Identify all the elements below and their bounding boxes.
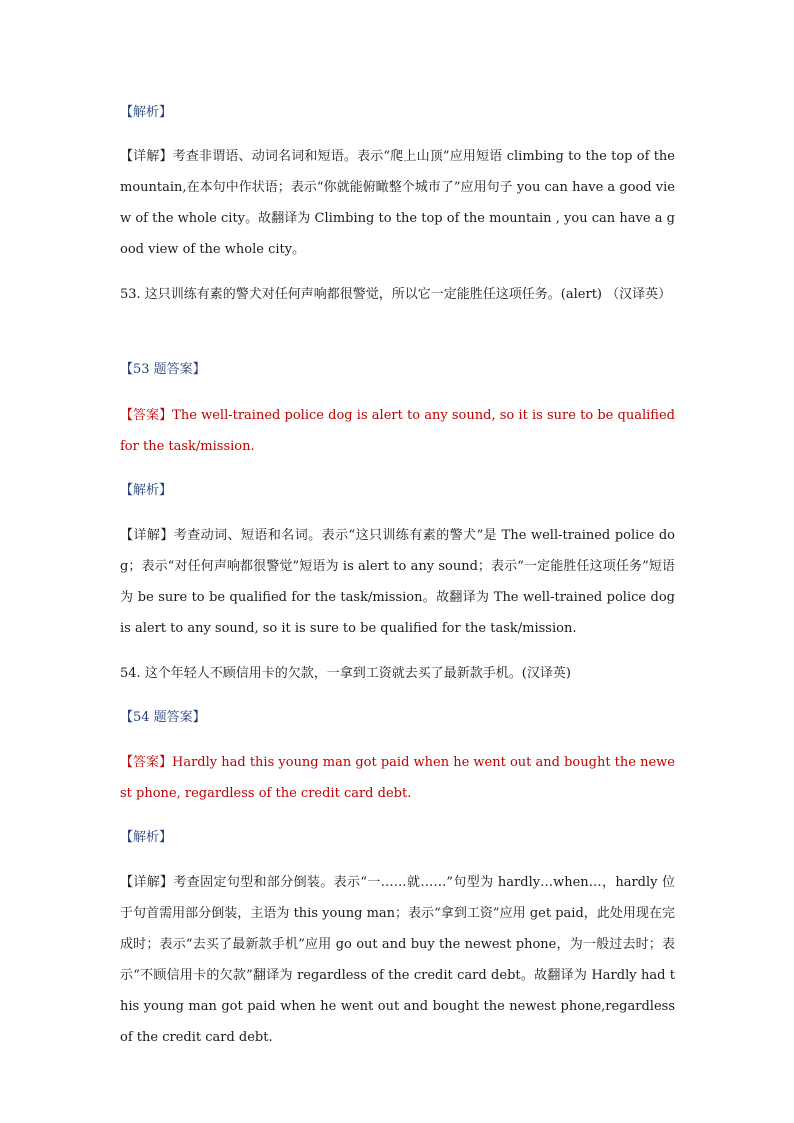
answer-54-heading: 【54 题答案】 — [120, 710, 206, 725]
answer-54-text: 【答案】Hardly had this young man got paid when he went out and bought the newest phone, regardless of the credit card debt. — [120, 755, 675, 801]
detail-52-paragraph: 【详解】考查非谓语、动词名词和短语。表示“爬上山顶”应用短语 climbing to the top of the mountain,在本句中作状语；表示“你就能俯瞰整个城市了”应用句子 you can have a good view of the whole city。故翻译为 Climbing to the top of the mountain , you can have a good view of the whole city。 — [120, 149, 675, 257]
answer-53-heading: 【53 题答案】 — [120, 362, 206, 377]
answer-53-text: 【答案】The well-trained police dog is alert to any sound, so it is sure to be qualified for the task/mission. — [120, 408, 675, 454]
analysis-heading: 【解析】 — [120, 830, 173, 845]
detail-54-paragraph: 【详解】考查固定句型和部分倒装。表示“一……就……”句型为 hardly…when…，hardly 位于句首需用部分倒装，主语为 this young man；表示“拿到工资”应用 get paid，此处用现在完成时；表示“去买了最新款手机”应用 go out and buy the newest phone，为一般过去时；表示“不顾信用卡的欠款”翻译为 regardless of the credit card debt。故翻译为 Hardly had this young man got paid when he went out and bought the newest phone,regardless of the credit card debt. — [120, 875, 675, 1045]
analysis-heading: 【解析】 — [120, 105, 173, 120]
detail-53-paragraph: 【详解】考查动词、短语和名词。表示“这只训练有素的警犬”是 The well-trained police dog；表示“对任何声响都很警觉”短语为 is alert to any sound；表示“一定能胜任这项任务”短语为 be sure to be qualified for the task/mission。故翻译为 The well-trained police dog is alert to any sound, so it is sure to be qualified for the task/mission. — [120, 528, 675, 636]
analysis-heading: 【解析】 — [120, 483, 173, 498]
question-54: 54. 这个年轻人不顾信用卡的欠款，一拿到工资就去买了最新款手机。(汉译英) — [120, 666, 571, 681]
question-53: 53. 这只训练有素的警犬对任何声响都很警觉，所以它一定能胜任这项任务。(alert) （汉译英） — [120, 287, 672, 302]
